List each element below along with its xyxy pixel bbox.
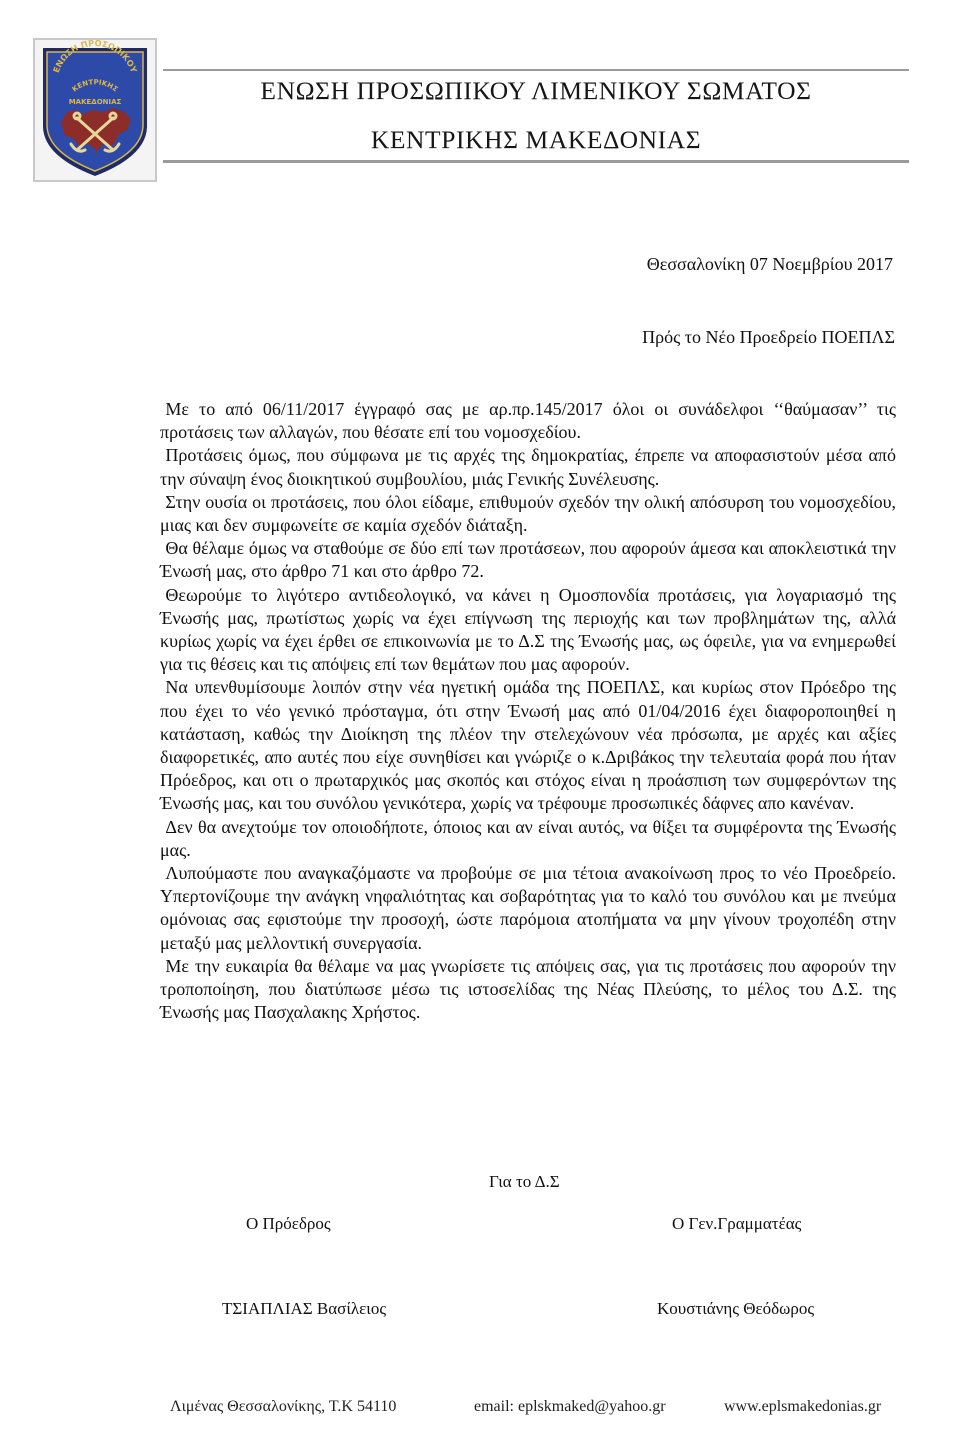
body-paragraph: Στην ουσία οι προτάσεις, που όλοι είδαμε, επιθυμούν σχεδόν την ολική απόσυρση του νομοσχεδίου, μιας και δεν συμφωνείτε σε καμία σχεδόν διάταξη. — [160, 491, 896, 536]
footer-email[interactable]: email: eplskmaked@yahoo.gr — [474, 1398, 666, 1415]
body-paragraph: Δεν θα ανεχτούμε τον οποιοδήποτε, όποιος και αν είναι αυτός, να θίξει τα συμφέροντα της Ένωσής μας. — [160, 816, 896, 860]
president-name: ΤΣΙΑΠΛΙΑΣ Βασίλειος — [222, 1299, 387, 1318]
header-rule-bottom — [163, 160, 909, 163]
secretary-name: Κουστιάνης Θεόδωρος — [657, 1299, 815, 1318]
body-paragraph: Προτάσεις όμως, που σύμφωνα με τις αρχές της δημοκρατίας, έπρεπε να αποφασιστούν μέσα από την σύναψη ένος διοικητικού συμβουλίου, μιάς Γενικής Συνέλευσης. — [160, 445, 896, 489]
letter-date: Θεσσαλονίκη 07 Νοεμβρίου 2017 — [646, 254, 893, 274]
svg-text:ΜΑΚΕΔΟΝΙΑΣ: ΜΑΚΕΔΟΝΙΑΣ — [68, 98, 122, 106]
body-paragraph: Με το από 06/11/2017 έγγραφό σας με αρ.πρ.145/2017 όλοι οι συνάδελφοι ‘‘θαύμασαν’’ τις προτάσεις των αλλαγών, που θέσατε επί του νομοσχεδίου. — [160, 399, 896, 443]
header-rule-top — [163, 69, 909, 71]
body-paragraph: Λυπούμαστε που αναγκαζόμαστε να προβούμε σε μια τέτοια ανακοίνωση προς το νέο Προεδρείο. Υπερτονίζουμε την ανάγκη νηφαλιότητας και σοβαρότητας για το καλό του συνόλου και με πνεύμα ομόνοιας σας εφιστούμε την προσοχή, ώστε παρόμοια ατοπήματα να μην γίνουν τροχοπέδη στην μεταξύ μας μελλοντική συνεργασία. — [160, 863, 896, 953]
org-name-line2: ΚΕΝΤΡΙΚΗΣ ΜΑΚΕΔΟΝΙΑΣ — [370, 125, 702, 154]
footer-address: Λιμένας Θεσσαλονίκης, Τ.Κ 54110 — [170, 1398, 397, 1415]
for-board-label: Για το Δ.Σ — [489, 1172, 560, 1191]
body-paragraph: Θα θέλαμε όμως να σταθούμε σε δύο επί των προτάσεων, που αφορούν άμεσα και αποκλειστικά την Ένωσή μας, στο άρθρο 71 και στο άρθρο 72. — [160, 538, 896, 582]
body-paragraph: Με την ευκαιρία θα θέλαμε να μας γνωρίσετε τις απόψεις σας, για τις προτάσεις που αφορούν την τροποποίηση, που διατύπωσε μέσω τις ιστοσελίδας της Νέας Πλεύσης, το μέλος του Δ.Σ. της Ένωσής μας Πασχαλακης Χρήστος. — [160, 955, 896, 1023]
letter-recipient: Πρός το Νέο Προεδρείο ΠΟΕΠΛΣ — [642, 327, 895, 347]
body-paragraph: Θεωρούμε το λιγότερο αντιδεολογικό, να κάνει η Ομοσπονδία προτάσεις, για λογαριασμό της Ένωσής μας, πρωτίστως χωρίς να έχει επίγνωση της περιοχής και των προβλημάτων της, αλλά κυρίως χωρίς να έχει έρθει σε επικοινωνία με το Δ.Σ της Ένωσής μας, ως όφειλε, για να ενημερωθεί για τις θέσεις και τις απόψεις επί των θεμάτων που μας αφορούν. — [160, 584, 896, 675]
footer-website[interactable]: www.eplsmakedonias.gr — [724, 1398, 882, 1415]
letter-body — [160, 398, 896, 1024]
secretary-title: Ο Γεν.Γραμματέας — [672, 1214, 802, 1233]
body-paragraph: Να υπενθυμίσουμε λοιπόν στην νέα ηγετική ομάδα της ΠΟΕΠΛΣ, και κυρίως στον Πρόεδρο της που έχει το νέο γενικό πρόσταγμα, ότι στην Ένωσή μας από 01/04/2016 έχει διαφοροποιηθεί η κατάσταση, καθώς την Διοίκηση της πλέον την στελεχώνουν νέα πρόσωπα, με αρχές και αξίες διαφορετικές, απο αυτές που είχε συνηθίσει και γνώριζε ο κ.Δριβάκος την τελευταία φορά που ήταν Πρόεδρος, και οτι ο πρωταρχικός μας σκοπός και στόχος είναι η προάσπιση των συμφερόντων της Ένωσής μας, και του συνόλου γενικότερα, χωρίς να τρέφουμε προσωπικές δάφνες απο κανέναν. — [160, 677, 896, 814]
svg-text:ΚΕΝΤΡΙΚΗΣ: ΚΕΝΤΡΙΚΗΣ — [70, 78, 120, 94]
org-name-line1: ΕΝΩΣΗ ΠΡΟΣΩΠΙΚΟΥ ΛΙΜΕΝΙΚΟΥ ΣΩΜΑΤΟΣ — [260, 76, 812, 105]
union-logo — [33, 38, 157, 182]
svg-text:ΕΝΩΣΗ ΠΡΟΣΩΠΙΚΟΥ: ΕΝΩΣΗ ΠΡΟΣΩΠΙΚΟΥ — [50, 38, 140, 75]
president-title: Ο Πρόεδρος — [246, 1214, 331, 1233]
